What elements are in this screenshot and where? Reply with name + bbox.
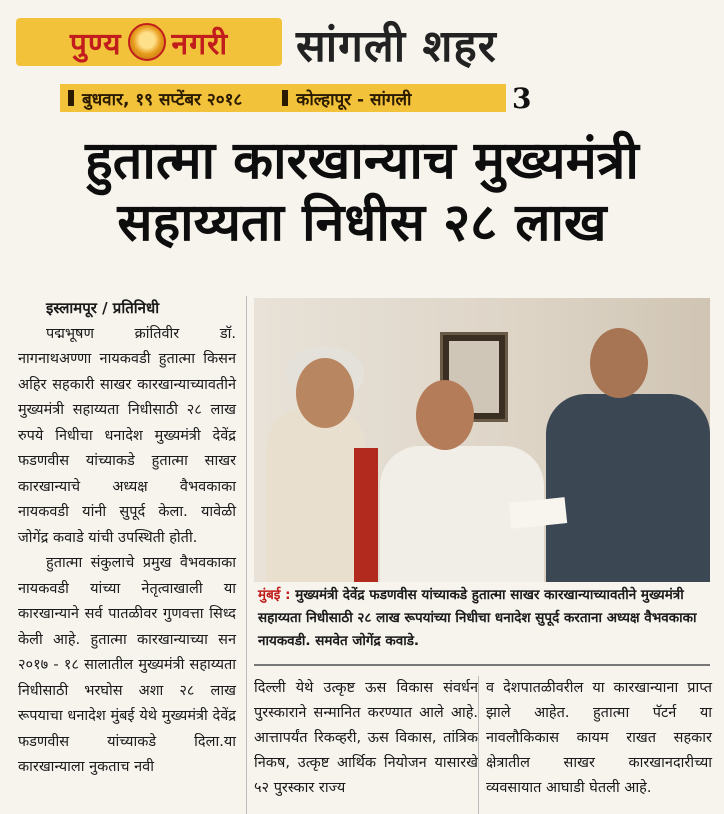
article-paragraph: हुतात्मा संकुलाचे प्रमुख वैभवकाका नायकवडी यांच्या नेतृत्वाखाली या कारखान्याने सर्व पातळीवर गुणवत्ता सिध्द केली आहे. हुतात्मा कारखान्याच्या सन २०१७ - १८ सालातील मुख्यमंत्री सहाय्यता निधीसाठी भरघोस अशा २८ लाख रूपयाचा धनादेश मुंबई येथे मुख्यमंत्री देवेंद्र फडणवीस यांच्याकडे दिला.या कारखान्याला नुकताच नवी: [18, 555, 236, 775]
date-strip: [60, 84, 506, 112]
caption-text: मुख्यमंत्री देवेंद्र फडणवीस यांच्याकडे हुतात्मा साखर कारखान्याच्यावतीने मुख्यमंत्री सहाय्यता निधीसाठी २८ लाख रूपयांच्या निधीचा धनादेश सुपूर्द करताना अध्यक्ष वैभवकाका नायकवडी. समवेत जोगेंद्र कवाडे.: [258, 587, 697, 649]
article-paragraph: पद्मभूषण क्रांतिवीर डॉ. नागनाथअण्णा नायकवडी हुतात्मा किसन अहिर सहकारी साखर कारखान्याच्यावतीने मुख्यमंत्री सहाय्यता निधीसाठी २८ लाख रुपये निधीचा धनादेश मुख्यमंत्री देवेंद्र फडणवीस यांच्याकडे हुतात्मा साखर कारखान्याचे अध्यक्ष वैभवकाका नायकवडी यांनी सुपूर्द केला. यावेळी जोगेंद्र कवाडे यांची उपस्थिती होती.: [18, 325, 236, 546]
page-number: 3: [512, 82, 532, 115]
red-scarf: [354, 448, 378, 582]
article-paragraph: दिल्ली येथे उत्कृष्ट ऊस विकास संवर्धन पुरस्काराने सन्मानित करण्यात आले आहे. आत्तापर्यंत रिकव्हरी, ऊस विकास, तांत्रिक निकष, उत्कृष्ट आर्थिक नियोजन यासारखे ५२ पुरस्कार राज्य: [254, 680, 478, 796]
photo-caption: [254, 582, 710, 656]
issue-date: बुधवार, १९ सप्टेंबर २०१८: [82, 89, 243, 110]
masthead: [0, 0, 724, 128]
article-column-right: [486, 676, 712, 801]
section-title: सांगली शहर: [296, 21, 497, 72]
article-paragraph: व देशपातळीवरील या कारखान्याना प्राप्त झाले आहेत. हुतात्मा पॅटर्न या नावलौकिकास कायम राखत सहकार क्षेत्रातील साखर कारखानदारीच्या व्यवसायात आघाडी घेतली आहे.: [486, 680, 712, 796]
column-divider: [478, 676, 479, 814]
person-left: [266, 408, 366, 582]
headline-line-1: हुतात्मा कारखान्याच मुख्यमंत्री: [85, 131, 639, 191]
headline: [0, 130, 724, 254]
edition-name: कोल्हापूर - सांगली: [296, 89, 412, 110]
column-divider: [246, 296, 247, 814]
logo-text-right: नगरी: [171, 26, 229, 62]
article-column-middle: [254, 676, 478, 801]
caption-place: मुंबई :: [258, 587, 291, 603]
person-center-head: [416, 380, 474, 450]
person-right: [546, 394, 710, 582]
bullet-icon: [68, 90, 74, 106]
person-right-head: [590, 328, 648, 398]
person-left-head: [296, 358, 354, 428]
article-column-left: [18, 296, 236, 781]
news-photo: [254, 298, 710, 582]
headline-line-2: सहाय्यता निधीस २८ लाख: [117, 193, 607, 253]
dateline: इस्लामपूर / प्रतिनिधी: [46, 299, 160, 317]
bullet-icon: [282, 90, 288, 106]
newspaper-logo: [16, 18, 282, 66]
ganesha-emblem-icon: [128, 23, 166, 61]
caption-rule: [254, 664, 710, 666]
logo-text-left: पुण्य: [69, 26, 122, 62]
